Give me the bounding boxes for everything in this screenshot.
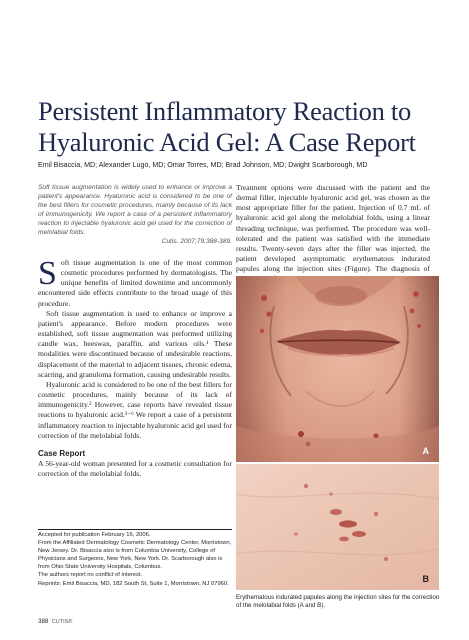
page-footer bbox=[38, 618, 72, 625]
left-column bbox=[38, 183, 232, 479]
author-list: Emil Bisaccia, MD; Alexander Lugo, MD; Omar Torres, MD; Brad Johnson, MD; Dwight Scarborough, MD bbox=[38, 161, 368, 169]
intro-paragraph-2: Soft tissue augmentation is used to enhance or improve a patient's appearance. Before modern procedures were established, soft tissue augmentation was performed utilizing candle wax, beeswax, paraffin, and various oils.¹ These modalities were discontinued because of undesirable reactions, displacement of the material to adjacent tissues, chronic edema, scarring, and granuloma formation, causing undesirable results. bbox=[38, 308, 232, 379]
intro-paragraph-1-text: oft tissue augmentation is one of the most common cosmetic procedures performed by dermatologists. The unique benefits of limited downtime and uncommonly encountered side effects contribute to the broad usage of this procedure. bbox=[38, 258, 232, 308]
panel-label-a: A bbox=[422, 446, 429, 456]
case-report-heading: Case Report bbox=[38, 448, 86, 458]
citation: Cutis. 2007;79:388-389. bbox=[161, 238, 232, 245]
footnote-divider bbox=[38, 529, 232, 530]
figure-caption: Erythematous indurated papules along the injection sites for the correction of the melolabial folds (A and B). bbox=[236, 594, 440, 610]
right-paragraph-1: Treatment options were discussed with the patient and the dermal filler, injectable hyaluronic acid gel, was chosen as the most appropriate filler for the patient. Injection of 0.7 mL of hyaluronic acid gel along the melolabial folds, using a linear threading technique, was performed. The procedure was well-tolerated and the patient was satisfied with the immediate results. Twenty-seven days after the filler was injected, the patient developed asymptomatic erythematous indurated papules along the injection sites (Figure). The diagnosis of bbox=[236, 183, 430, 274]
clinical-photo-a bbox=[236, 276, 439, 462]
face-photo-illustration bbox=[236, 276, 439, 462]
skin-closeup-illustration bbox=[236, 464, 439, 590]
panel-label-b: B bbox=[422, 574, 429, 584]
journal-name: CUTIS® bbox=[51, 619, 73, 625]
case-paragraph-1: A 56-year-old woman presented for a cosmetic consultation for correction of the melolabial folds. bbox=[38, 458, 232, 478]
article-title: Persistent Inflammatory Reaction to Hyaluronic Acid Gel: A Case Report bbox=[38, 95, 416, 157]
page-number: 388 bbox=[38, 618, 49, 625]
footnote: Accepted for publication February 16, 2006. From the Affiliated Dermatology Cosmetic Dermatology Center, Morristown, New Jersey. Dr. Bisaccia also is from Columbia University, College of Physicians and Surgeons, New York, New York. Dr. Scarborough also is from Ohio State University Hospitals, Columbus. The authors report no conflict of interest. Reprints: Emil Bisaccia, MD, 182 South St, Suite 1, Morristown, NJ 07960. bbox=[38, 532, 232, 587]
right-column bbox=[236, 183, 430, 285]
clinical-photo-b bbox=[236, 464, 439, 590]
intro-paragraph-1 bbox=[38, 255, 232, 309]
drop-cap: S bbox=[38, 255, 57, 292]
intro-paragraph-3: Hyaluronic acid is considered to be one of the best fillers for cosmetic procedures, mainly because of its lack of immunogenicity.² However, case reports have revealed tissue reactions to hyaluronic acid.³⁻⁶ We report a case of a persistent inflammatory reaction to injectable hyaluronic acid gel used for correction of the melolabial folds. bbox=[38, 379, 232, 440]
abstract: Soft tissue augmentation is widely used to enhance or improve a patient's appearance. Hyaluronic acid is considered to be one of the best fillers for cosmetic procedures, mainly because of its lack of immunogenicity. We report a case of a persistent inflammatory reaction to injectable hyaluronic acid gel used for the correction of melolabial folds. bbox=[38, 184, 232, 236]
